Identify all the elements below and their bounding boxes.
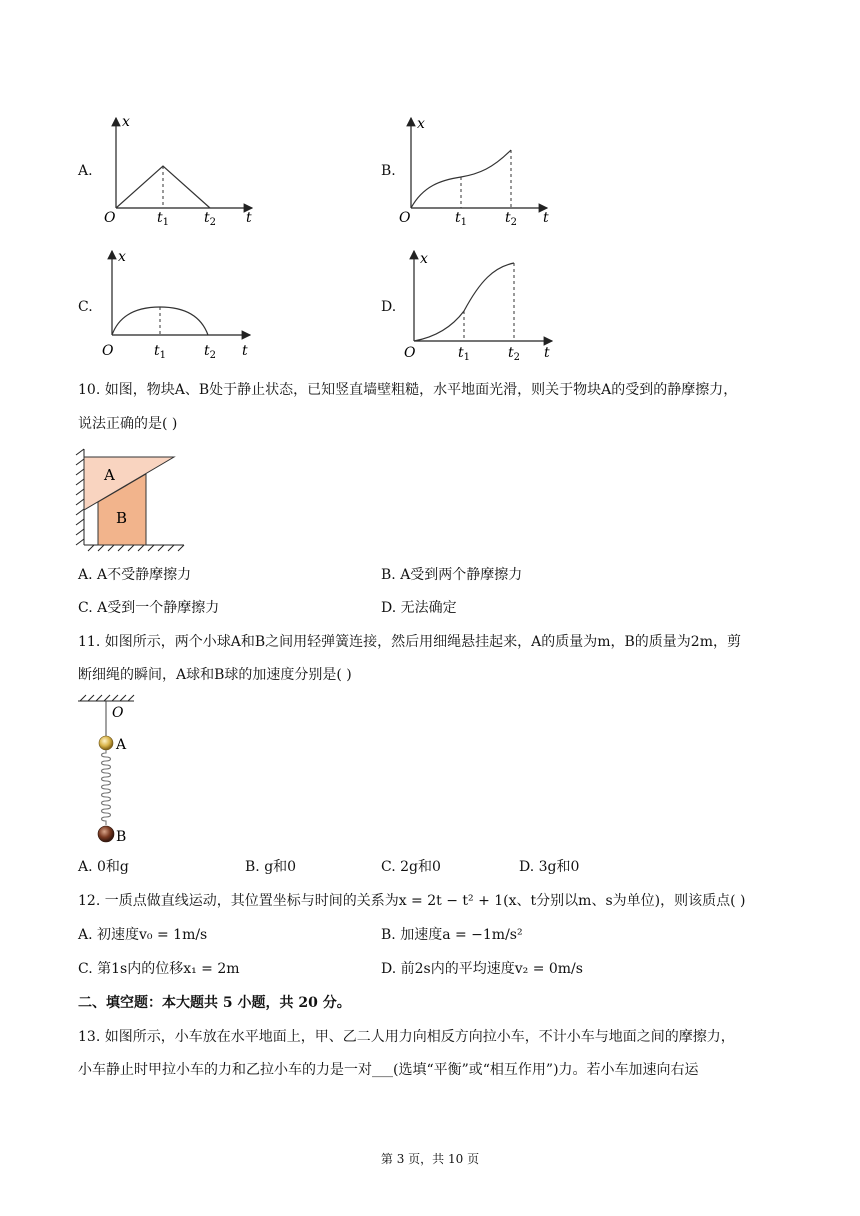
graph-d-x-label: t <box>544 345 550 361</box>
graph-b-x-label: t <box>543 210 549 226</box>
q11-figure <box>74 693 164 848</box>
q12-option-c: C. 第1s内的位移x₁ = 2m <box>78 961 240 977</box>
graph-c-x-label: t <box>242 343 248 359</box>
graph-c-t2: $t_2$ <box>204 343 217 361</box>
ball-b <box>98 826 114 842</box>
q11-option-a: A. 0和g <box>78 859 129 875</box>
q13-stem-line1: 13. 如图所示，小车放在水平地面上，甲、乙二人用力向相反方向拉小车，不计小车与地面之间的摩擦力， <box>78 1029 735 1045</box>
q13-stem-line2: 小车静止时甲拉小车的力和乙拉小车的力是一对___(选填“平衡”或“相互作用”)力。若小车加速向右运 <box>78 1062 699 1078</box>
graph-c-origin: O <box>102 343 114 359</box>
graph-a <box>100 110 270 230</box>
graph-a-t1: $t_1$ <box>157 210 170 228</box>
graph-d-origin: O <box>404 345 416 361</box>
graph-b-t2: $t_2$ <box>505 210 518 228</box>
graph-b-label: B. <box>381 163 396 179</box>
q11-option-b: B. g和0 <box>245 859 297 875</box>
graph-d-t1: $t_1$ <box>458 345 471 363</box>
ball-a-label: A <box>116 737 127 753</box>
q10-option-c: C. A受到一个静摩擦力 <box>78 600 220 616</box>
q12-stem: 12. 一质点做直线运动，其位置坐标与时间的关系为x = 2t − t² + 1(x、t分别以m、s为单位)，则该质点( ) <box>78 893 746 909</box>
q10-stem-line1: 10. 如图，物块A、B处于静止状态，已知竖直墙壁粗糙，水平地面光滑，则关于物块A的受到的静摩擦力， <box>78 382 738 398</box>
graph-c-label: C. <box>78 299 93 315</box>
q10-option-a: A. A不受静摩擦力 <box>78 567 192 583</box>
ball-a <box>99 736 113 750</box>
graph-d-t2: $t_2$ <box>508 345 521 363</box>
q12-option-d: D. 前2s内的平均速度v₂ = 0m/s <box>381 961 583 977</box>
point-o-label: O <box>112 705 124 721</box>
graph-c-y-label: x <box>118 249 126 265</box>
graph-c-t1: $t_1$ <box>154 343 167 361</box>
graph-d <box>400 245 570 365</box>
q10-option-d: D. 无法确定 <box>381 600 457 616</box>
graph-a-y-label: x <box>122 114 130 130</box>
block-a-label: A <box>104 466 115 484</box>
q11-stem-line2: 断细绳的瞬间，A球和B球的加速度分别是( ) <box>78 667 352 683</box>
section-2-title: 二、填空题：本大题共 5 小题，共 20 分。 <box>78 995 351 1011</box>
ball-b-label: B <box>116 829 127 845</box>
q11-option-d: D. 3g和0 <box>519 859 580 875</box>
graph-b-t1: $t_1$ <box>455 210 468 228</box>
graph-d-label: D. <box>381 299 397 315</box>
spring <box>102 750 111 825</box>
graph-a-t2: $t_2$ <box>204 210 217 228</box>
q10-stem-line2: 说法正确的是( ) <box>78 416 178 432</box>
q10-option-b: B. A受到两个静摩擦力 <box>381 567 523 583</box>
q12-option-a: A. 初速度v₀ = 1m/s <box>78 927 208 943</box>
q11-option-c: C. 2g和0 <box>381 859 441 875</box>
q12-option-b: B. 加速度a = −1m/s² <box>381 927 523 943</box>
graph-b <box>395 110 565 230</box>
graph-b-origin: O <box>399 210 411 226</box>
graph-b-y-label: x <box>417 116 425 132</box>
graph-a-x-label: t <box>246 210 252 226</box>
page-footer: 第 3 页，共 10 页 <box>380 1152 480 1166</box>
q11-stem-line1: 11. 如图所示，两个小球A和B之间用轻弹簧连接，然后用细绳悬挂起来，A的质量为m，B的质量为2m，剪 <box>78 634 741 650</box>
graph-c <box>100 245 270 365</box>
q10-figure <box>74 447 189 552</box>
graph-d-y-label: x <box>420 251 428 267</box>
graph-a-origin: O <box>104 210 116 226</box>
block-b-label: B <box>116 509 128 527</box>
graph-a-label: A. <box>78 163 93 179</box>
